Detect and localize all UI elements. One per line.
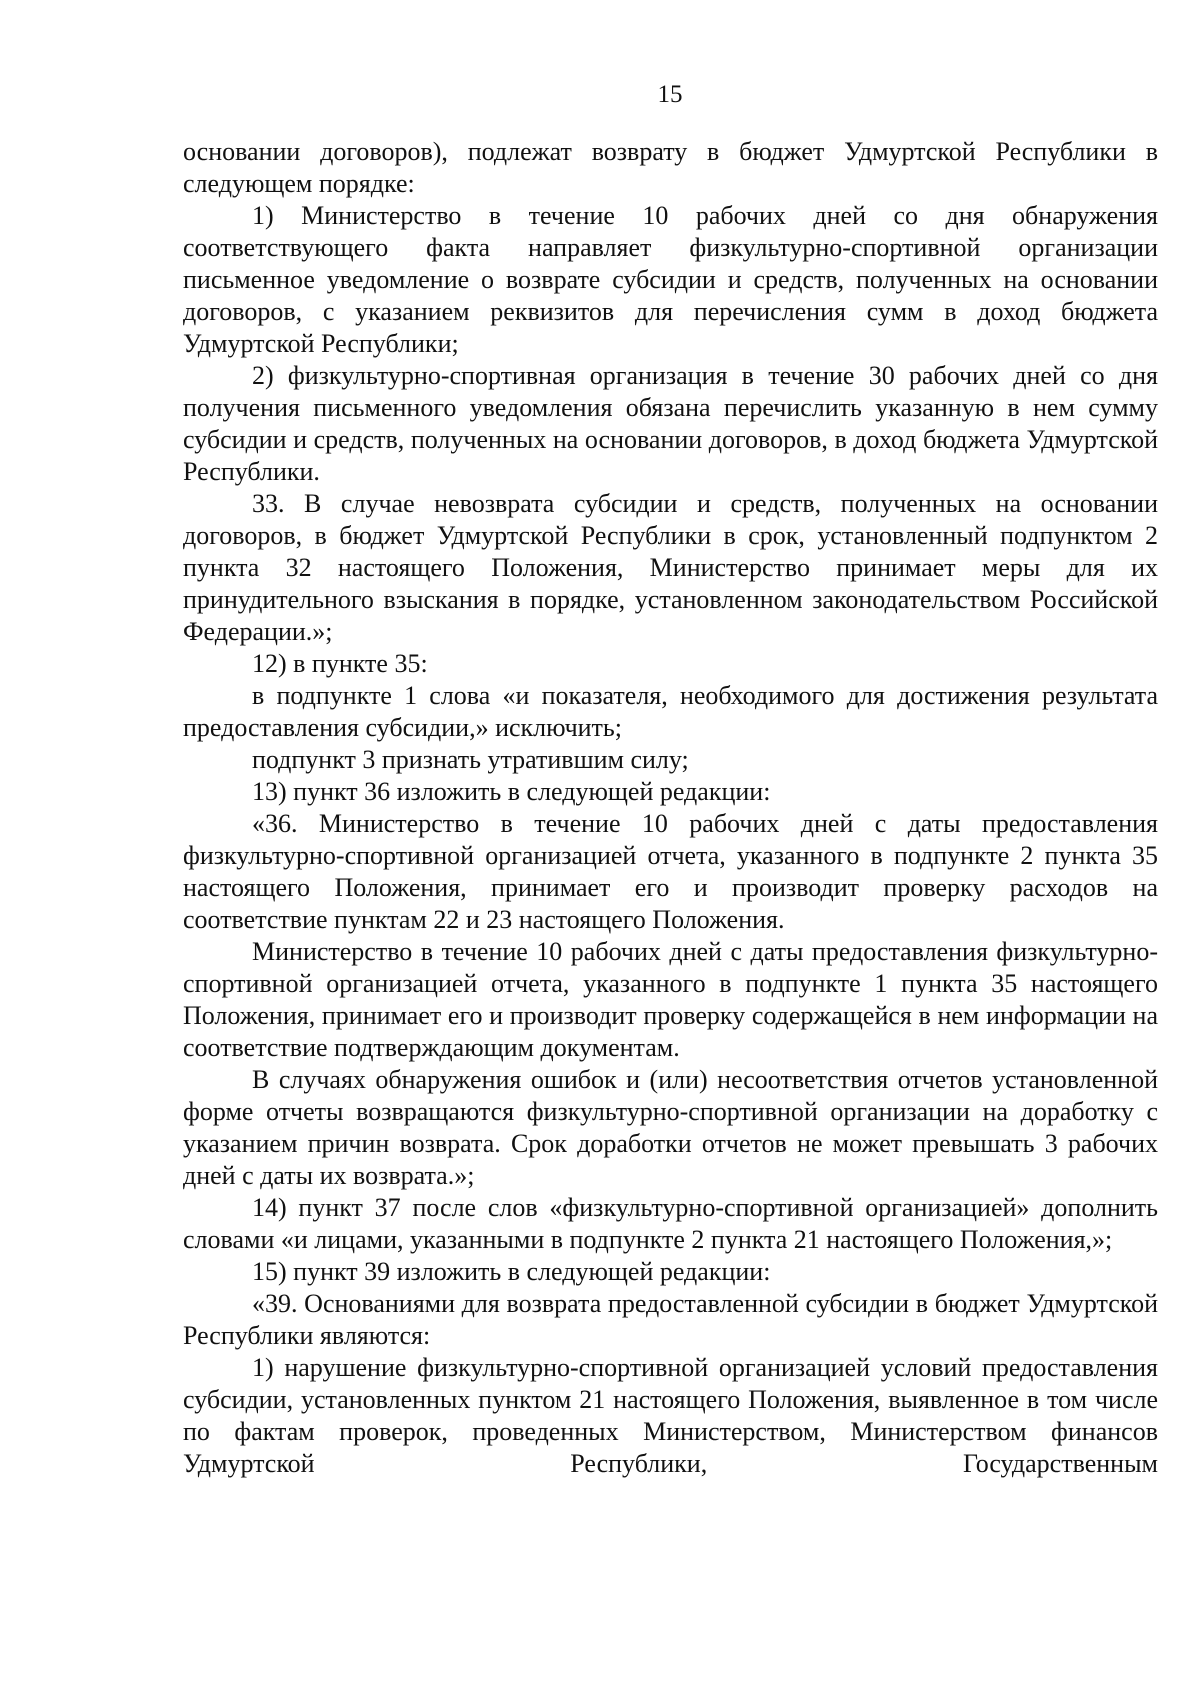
- paragraph-item-12: 12) в пункте 35:: [252, 649, 428, 678]
- paragraph-point-33: 33. В случае невозврата субсидии и средств, полученных на основании договоров, в бюджет Удмуртской Республики в срок, установленный подпунктом 2 пункта 32 настоящего Положения, Министерство принимает меры для их принудительного взыскания в порядке, установленном законодательством Российской Федерации.»;: [183, 489, 1158, 646]
- paragraph-continuation: основании договоров), подлежат возврату в бюджет Удмуртской Республики в следующем порядке:: [183, 137, 1158, 198]
- paragraph-item-2: 2) физкультурно-спортивная организация в течение 30 рабочих дней со дня получения письменного уведомления обязана перечислить указанную в нем сумму субсидии и средств, полученных на основании договоров, в доход бюджета Удмуртской Республики.: [183, 361, 1158, 486]
- paragraph-point-39: «39. Основаниями для возврата предоставленной субсидии в бюджет Удмуртской Республики являются:: [183, 1289, 1158, 1350]
- page-number: 15: [657, 81, 683, 108]
- paragraph-subitem-3: подпункт 3 признать утратившим силу;: [252, 745, 689, 774]
- paragraph-point-36-part-3: В случаях обнаружения ошибок и (или) несоответствия отчетов установленной форме отчеты возвращаются физкультурно-спортивной организации на доработку с указанием причин возврата. Срок доработки отчетов не может превышать 3 рабочих дней с даты их возврата.»;: [183, 1065, 1158, 1190]
- paragraph-item-15: 15) пункт 39 изложить в следующей редакции:: [252, 1257, 771, 1286]
- paragraph-subitem-1: в подпункте 1 слова «и показателя, необходимого для достижения результата предоставления субсидии,» исключить;: [183, 681, 1158, 742]
- paragraph-item-14: 14) пункт 37 после слов «физкультурно-спортивной организацией» дополнить словами «и лицами, указанными в подпункте 2 пункта 21 настоящего Положения,»;: [183, 1193, 1158, 1254]
- paragraph-item-13: 13) пункт 36 изложить в следующей редакции:: [252, 777, 771, 806]
- paragraph-point-39-item-1: 1) нарушение физкультурно-спортивной организацией условий предоставления субсидии, установленных пунктом 21 настоящего Положения, выявленное в том числе по фактам проверок, проведенных Министерством, Министерством финансов Удмуртской Республики, Государственным: [183, 1353, 1158, 1478]
- document-body: [183, 136, 1158, 1480]
- paragraph-point-36-part-2: Министерство в течение 10 рабочих дней с даты предоставления физкультурно-спортивной организацией отчета, указанного в подпункте 1 пункта 35 настоящего Положения, принимает его и производит проверку содержащейся в нем информации на соответствие подтверждающим документам.: [183, 937, 1158, 1062]
- paragraph-point-36: «36. Министерство в течение 10 рабочих дней с даты предоставления физкультурно-спортивной организацией отчета, указанного в подпункте 2 пункта 35 настоящего Положения, принимает его и производит проверку расходов на соответствие пунктам 22 и 23 настоящего Положения.: [183, 809, 1158, 934]
- paragraph-item-1: 1) Министерство в течение 10 рабочих дней со дня обнаружения соответствующего факта направляет физкультурно-спортивной организации письменное уведомление о возврате субсидии и средств, полученных на основании договоров, с указанием реквизитов для перечисления сумм в доход бюджета Удмуртской Республики;: [183, 201, 1158, 358]
